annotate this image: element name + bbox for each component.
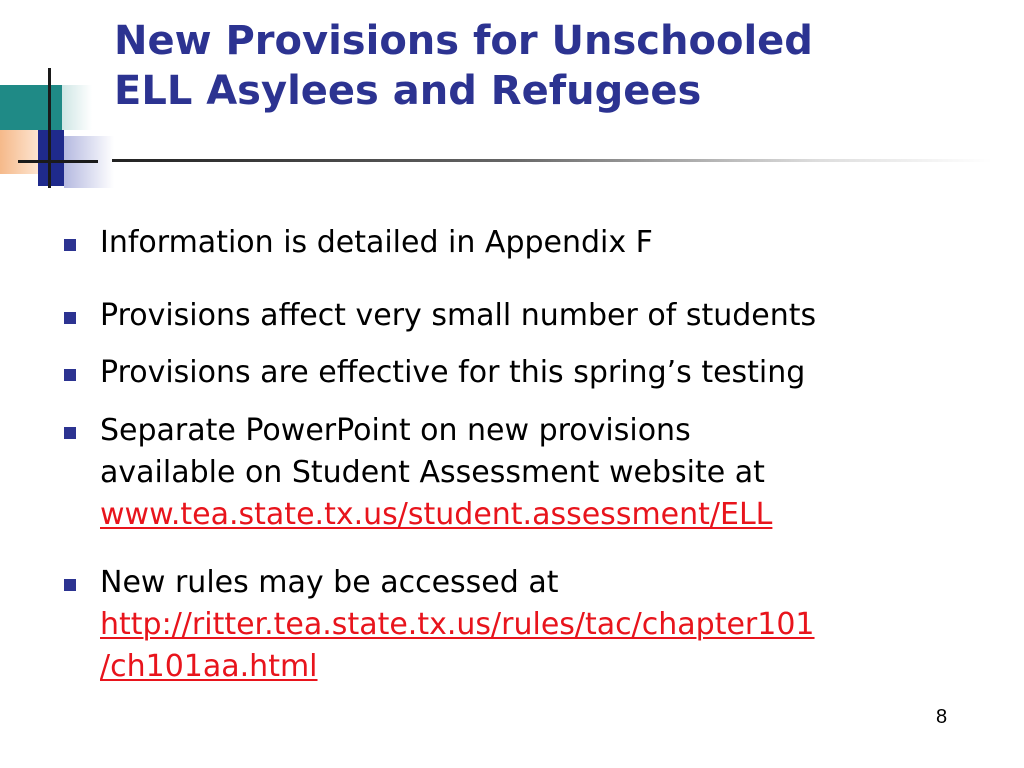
bullet-line: Provisions are effective for this spring’s testing	[100, 355, 806, 390]
bullet-text	[100, 295, 960, 337]
tac-chapter101-link-continued[interactable]: /ch101aa.html	[100, 649, 318, 684]
square-bullet-icon	[64, 427, 76, 439]
decorative-navy-square	[38, 130, 64, 186]
bullet-line: Provisions affect very small number of students	[100, 298, 817, 333]
bullet-text	[100, 562, 960, 688]
student-assessment-ell-link[interactable]: www.tea.state.tx.us/student.assessment/ELL	[100, 497, 773, 532]
slide-title	[114, 16, 1014, 116]
decorative-vertical-line	[48, 68, 51, 188]
bullet-line: available on Student Assessment website at	[100, 455, 765, 490]
bullet-line: Separate PowerPoint on new provisions	[100, 413, 691, 448]
decorative-teal-fade	[62, 85, 92, 130]
square-bullet-icon	[64, 239, 76, 251]
bullet-line: New rules may be accessed at	[100, 565, 559, 600]
decorative-horizontal-line	[18, 160, 98, 163]
decorative-teal-square	[0, 85, 62, 130]
bullet-text	[100, 352, 960, 394]
page-number: 8	[936, 706, 948, 728]
square-bullet-icon	[64, 369, 76, 381]
square-bullet-icon	[64, 312, 76, 324]
title-divider	[112, 159, 992, 162]
bullet-text	[100, 222, 960, 264]
bullet-text	[100, 410, 960, 536]
square-bullet-icon	[64, 579, 76, 591]
tac-chapter101-link[interactable]: http://ritter.tea.state.tx.us/rules/tac/chapter101	[100, 607, 815, 642]
decorative-orange-square	[0, 130, 38, 174]
bullet-line: Information is detailed in Appendix F	[100, 225, 653, 260]
slide-title-line-1: New Provisions for Unschooled	[114, 18, 813, 64]
slide-title-line-2: ELL Asylees and Refugees	[114, 68, 702, 114]
